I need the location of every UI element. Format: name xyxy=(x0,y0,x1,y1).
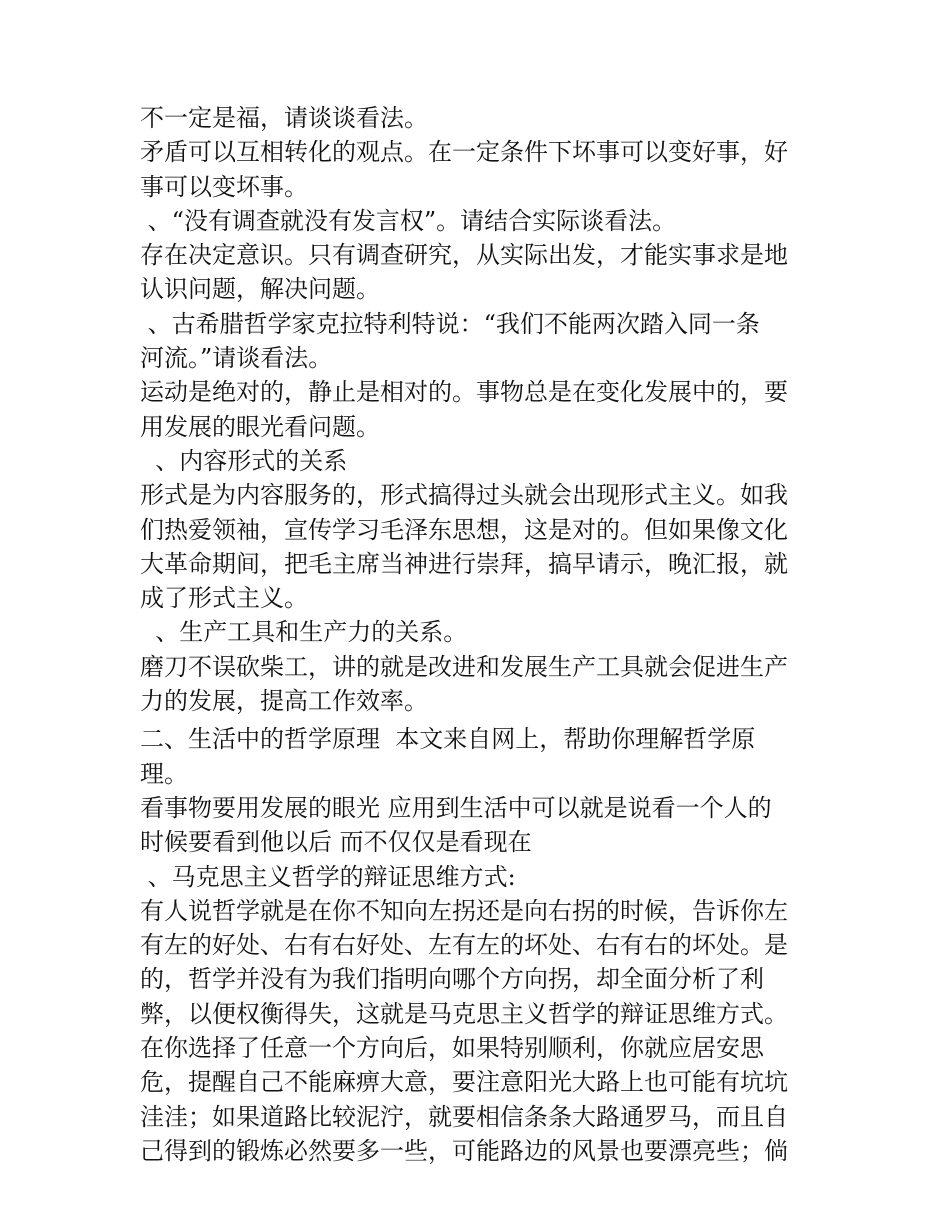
text-line: 形式是为内容服务的，形式搞得过头就会出现形式主义。如我 xyxy=(140,481,788,510)
text-line: 认识问题，解决问题。 xyxy=(140,275,380,304)
text-line: 二、生活中的哲学原理 本文来自网上，帮助你理解哲学原 xyxy=(140,725,756,754)
text-line: 、古希腊哲学家克拉特利特说：“我们不能两次踏入同一条 xyxy=(140,309,760,338)
text-line: 己得到的锻炼必然要多一些，可能路边的风景也要漂亮些；倘 xyxy=(140,1136,788,1165)
text-line: 弊，以便权衡得失，这就是马克思主义哲学的辩证思维方式。 xyxy=(140,999,788,1028)
text-line: 运动是绝对的，静止是相对的。事物总是在变化发展中的，要 xyxy=(140,378,788,407)
text-line: 、“没有调查就没有发言权”。请结合实际谈看法。 xyxy=(140,206,677,235)
text-line: 存在决定意识。只有调查研究，从实际出发，才能实事求是地 xyxy=(140,241,788,270)
text-line: 磨刀不误砍柴工，讲的就是改进和发展生产工具就会促进生产 xyxy=(140,652,788,681)
text-line: 在你选择了任意一个方向后，如果特别顺利，你就应居安思 xyxy=(140,1034,764,1063)
text-line: 的，哲学并没有为我们指明向哪个方向拐，却全面分析了利 xyxy=(140,965,764,994)
text-line: 不一定是福，请谈谈看法。 xyxy=(140,104,428,132)
text-line: 河流。”请谈看法。 xyxy=(140,344,333,373)
text-line: 大革命期间，把毛主席当神进行崇拜，搞早请示，晚汇报，就 xyxy=(140,549,788,578)
text-line: 时候要看到他以后 而不仅仅是看现在 xyxy=(140,828,532,857)
text-line: 看事物要用发展的眼光 应用到生活中可以就是说看一个人的 xyxy=(140,793,772,822)
text-line: 事可以变坏事。 xyxy=(140,172,308,201)
text-line: 用发展的眼光看问题。 xyxy=(140,412,380,441)
text-line: 有左的好处、右有右好处、左有左的坏处、右有右的坏处。是 xyxy=(140,931,788,960)
document-body xyxy=(140,101,820,1168)
text-line: 成了形式主义。 xyxy=(140,584,308,613)
text-line: 矛盾可以互相转化的观点。在一定条件下坏事可以变好事，好 xyxy=(140,138,788,167)
text-line: 危，提醒自己不能麻痹大意，要注意阳光大路上也可能有坑坑 xyxy=(140,1068,788,1097)
text-line: 、内容形式的关系 xyxy=(140,446,348,475)
text-line: 们热爱领袖，宣传学习毛泽东思想，这是对的。但如果像文化 xyxy=(140,515,788,544)
text-line: 洼洼；如果道路比较泥泞，就要相信条条大路通罗马，而且自 xyxy=(140,1102,788,1131)
text-line: 力的发展，提高工作效率。 xyxy=(140,687,428,716)
text-line: 理。 xyxy=(140,759,188,788)
text-line: 、马克思主义哲学的辩证思维方式: xyxy=(140,862,516,891)
text-line: 有人说哲学就是在你不知向左拐还是向右拐的时候，告诉你左 xyxy=(140,896,788,925)
text-line: 、生产工具和生产力的关系。 xyxy=(140,618,468,647)
